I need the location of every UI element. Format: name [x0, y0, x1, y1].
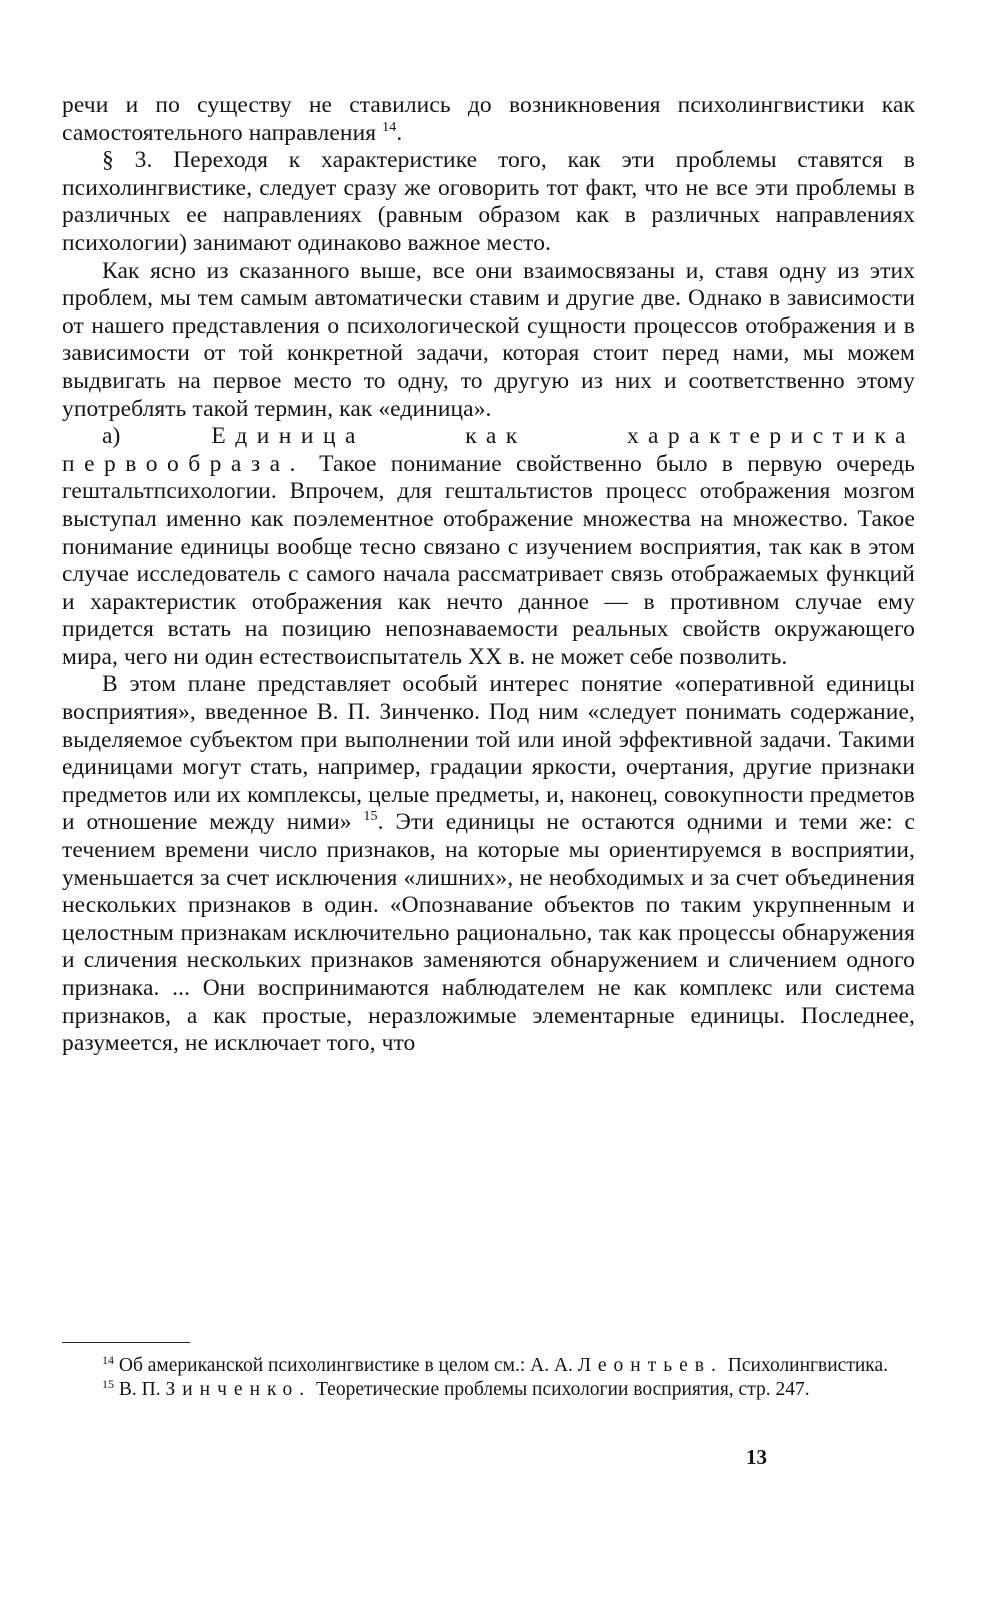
footnote-text: В. П. [118, 1379, 161, 1400]
paragraph-5-text-b: . Эти единицы не остаются одними и теми же: с течением времени число признаков, на которые мы ориентируемся в восприятии, уменьшается за счет исключения «лишних», не необходимых и за счет объединения нескольких признаков в один. «Опознавание объектов по таким укрупненным и целостным признакам исключительно рационально, так как процессы обнаружения и сличения нескольких признаков заменяются обнаружением и сличением одного признака. ... Они воспринимаются наблюдателем не как комплекс или система признаков, а как простые, неразложимые элементарные единицы. Последнее, разумеется, не исключает того, что [62, 809, 915, 1057]
paragraph-4-label: а) [102, 423, 121, 450]
paragraph-4-text: Такое понимание свойственно было в первую очередь гештальтпсихологии. Впрочем, для гештальтистов процесс отображения мозгом выступал именно как поэлементное отображение множества на множество. Такое понимание единицы вообще тесно связано с изучением восприятия, так как в этом случае исследователь с самого начала рассматривает связь отображаемых функций и характеристик отображения как нечто данное — в противном случае ему придется встать на позицию непознаваемости реальных свойств окружающего мира, чего ни один естествоиспытатель XX в. не может себе позволить. [62, 450, 915, 670]
footnote-title: Теоретические проблемы психологии восприятия, стр. 247. [316, 1379, 810, 1400]
page-number: 13 [746, 1445, 767, 1469]
footnote-title: Психолингвистика. [727, 1355, 889, 1376]
paragraph-4 [62, 423, 915, 671]
footnote-ref-15: 15 [363, 809, 378, 825]
footnote-author: Леонтьев. [577, 1355, 723, 1376]
footnote-number: 14 [102, 1353, 114, 1367]
paragraph-1-end: . [396, 119, 403, 146]
paragraph-5 [62, 671, 915, 1057]
paragraph-1-text: речи и по существу не ставились до возникновения психолингвистики как самостоятельного направления [62, 92, 915, 146]
footnote-14 [62, 1354, 915, 1378]
paragraph-1 [62, 92, 915, 147]
footnote-number: 15 [102, 1377, 114, 1391]
footnote-separator [62, 1342, 190, 1343]
footnote-ref-14: 14 [382, 119, 397, 135]
paragraph-4-heading: Единица как характеристика первообраза. [62, 423, 915, 477]
main-text [62, 92, 915, 1058]
paragraph-2: § 3. Переходя к характеристике того, как эти проблемы ставятся в психолингвистике, следует сразу же оговорить тот факт, что не все эти проблемы в различных ее направлениях (равным образом как в различных направлениях психологии) занимают одинаково важное место. [62, 147, 915, 256]
paragraph-5-text-a: В этом плане представляет особый интерес понятие «оперативной единицы восприятия», введенное В. П. Зинченко. Под ним «следует понимать содержание, выделяемое субъектом при выполнении той или иной эффективной задачи. Такими единицами могут стать, например, градации яркости, очертания, другие признаки предметов или их комплексы, целые предметы, и, наконец, совокупности предметов и отношение между ними» [62, 671, 915, 836]
footnote-text: Об американской психолингвистике в целом см.: А. А. [118, 1355, 573, 1376]
footnotes [62, 1354, 915, 1402]
paragraph-3: Как ясно из сказанного выше, все они взаимосвязаны и, ставя одну из этих проблем, мы тем самым автоматически ставим и другие две. Однако в зависимости от нашего представления о психологической сущности процессов отображения и в зависимости от той конкретной задачи, которая стоит перед нами, мы можем выдвигать на первое место то одну, то другую из них и соответственно этому употреблять такой термин, как «единица». [62, 257, 915, 422]
footnote-author: Зинченко. [165, 1379, 312, 1400]
footnote-15 [62, 1378, 915, 1402]
